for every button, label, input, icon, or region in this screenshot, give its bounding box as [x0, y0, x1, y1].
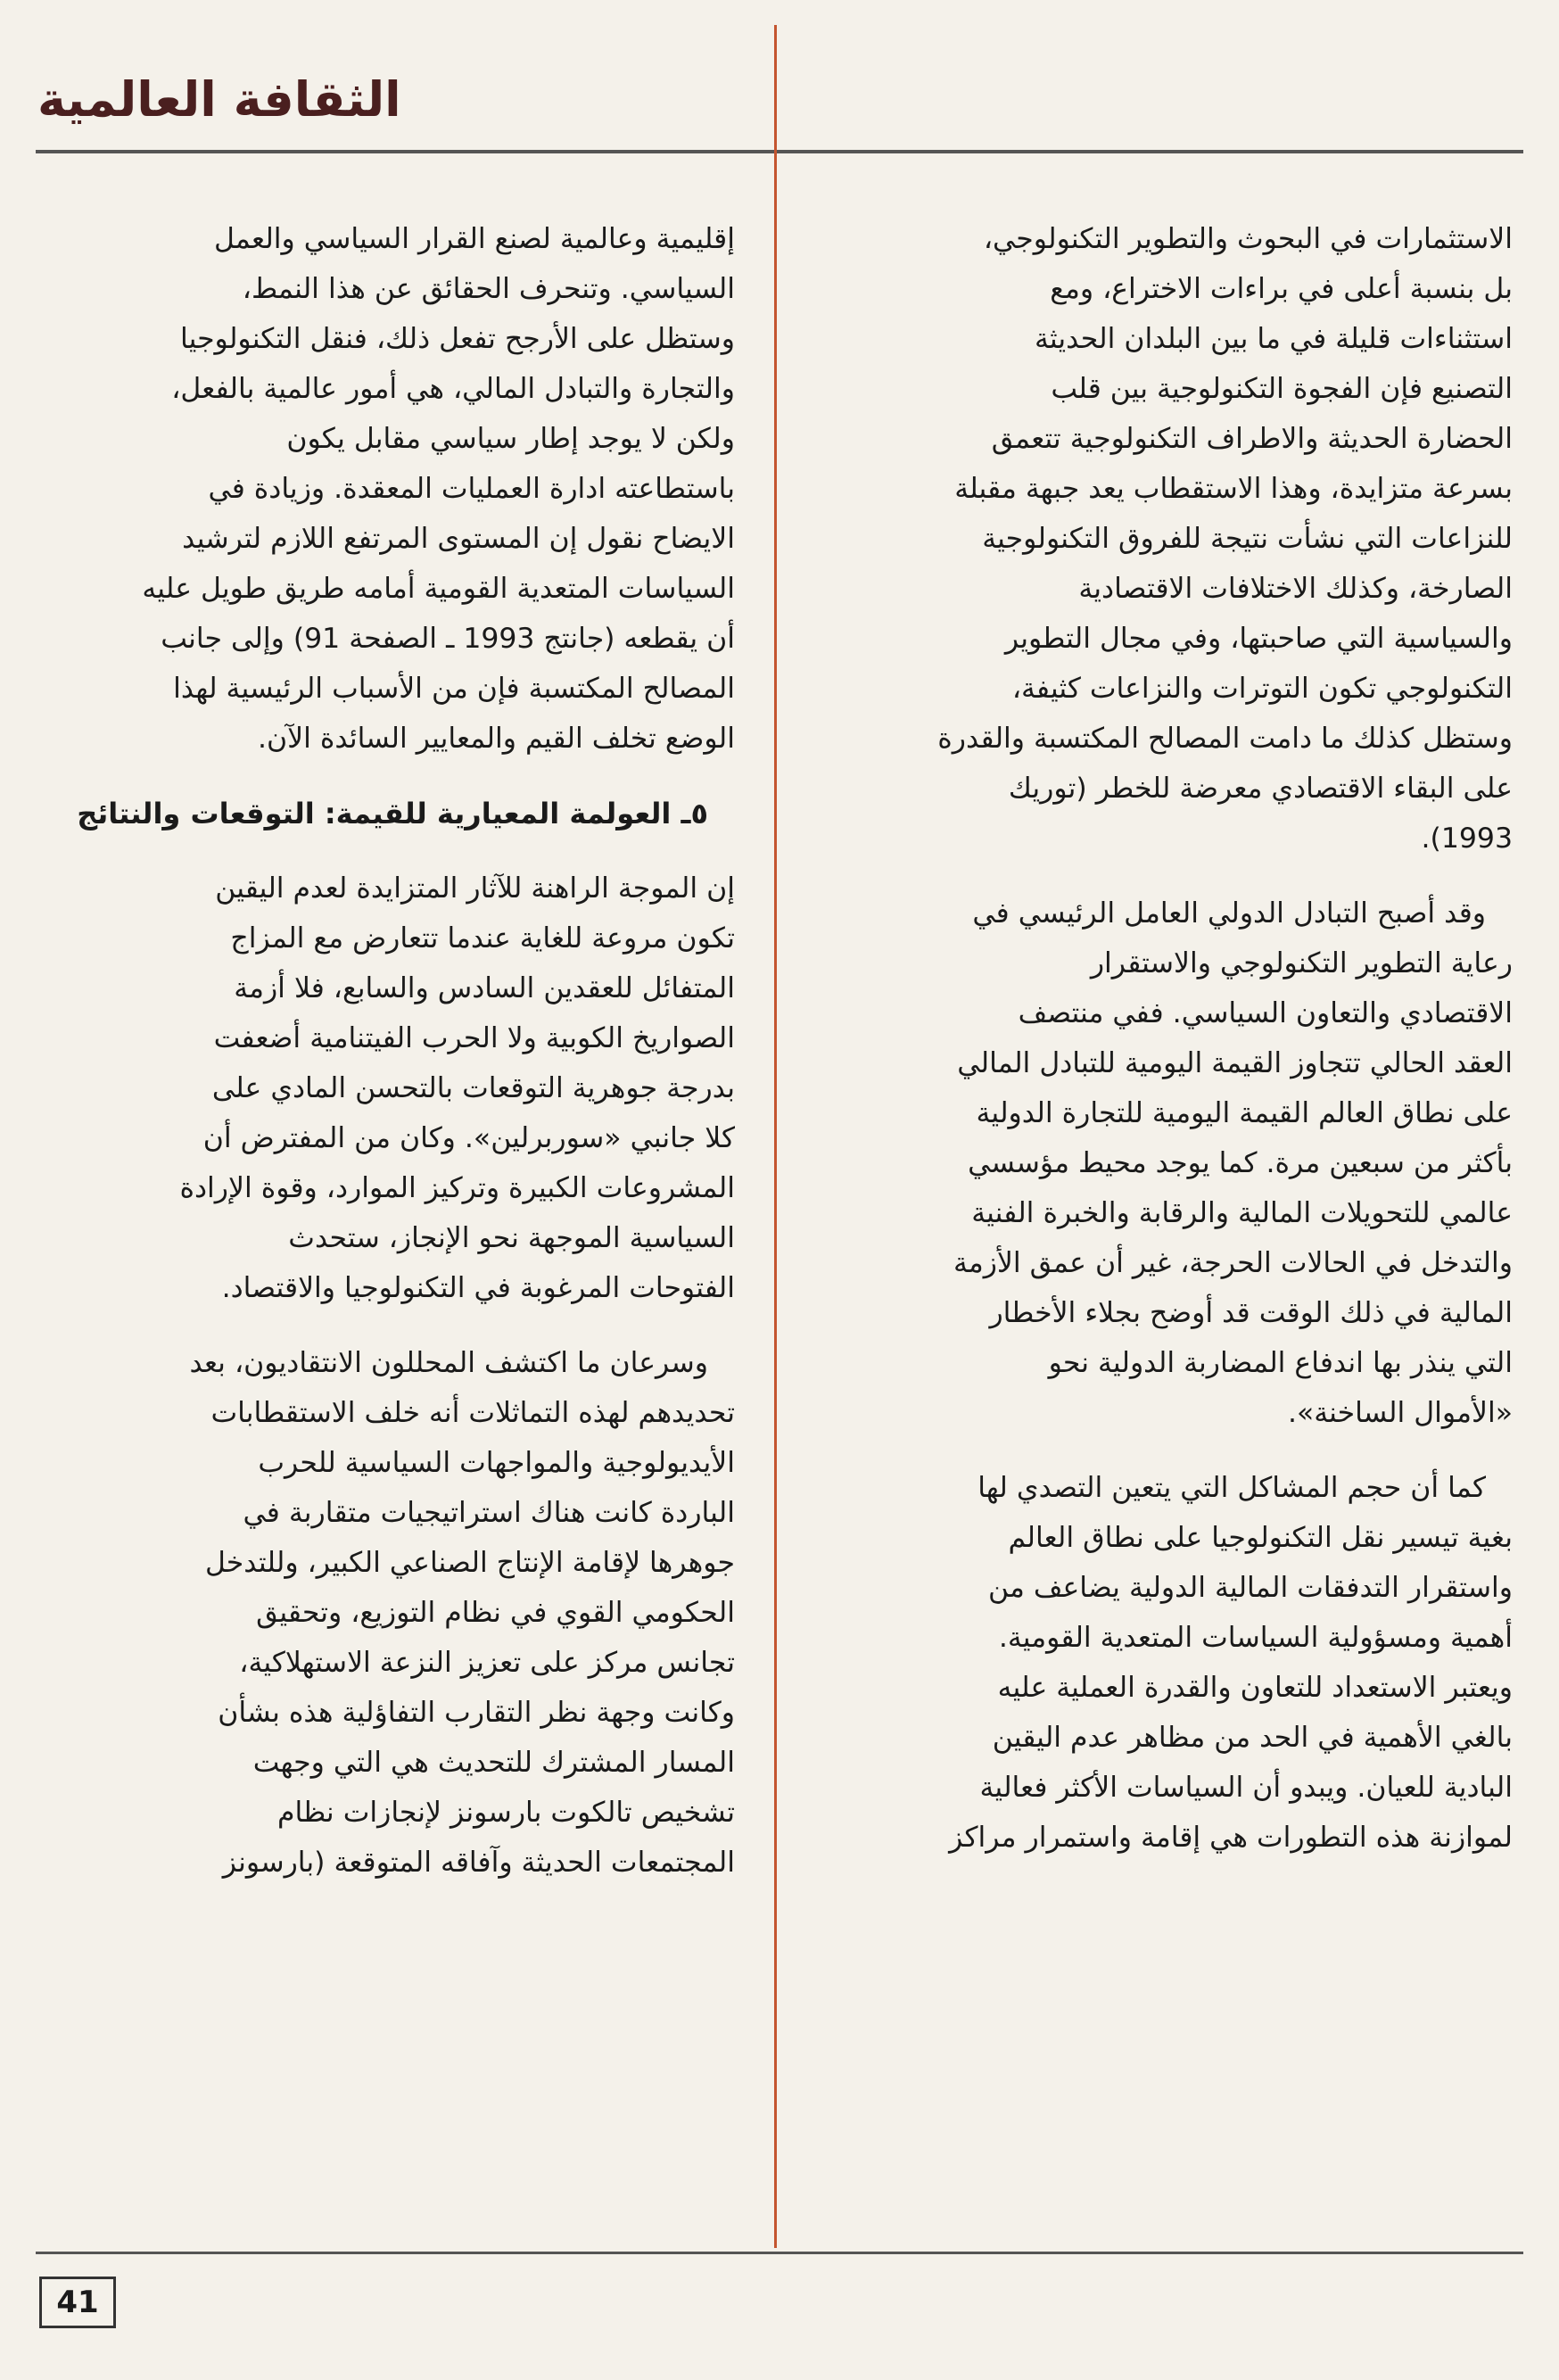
text-line: وقد أصبح التبادل الدولي العامل الرئيسي في	[972, 897, 1486, 930]
text-line: الباردة كانت هناك استراتيجيات متقاربة في	[243, 1497, 735, 1529]
page-number: 41	[39, 2277, 116, 2328]
text-line: الحكومي القوي في نظام التوزيع، وتحقيق	[256, 1597, 735, 1629]
text-line: وكانت وجهة نظر التقارب التفاؤلية هذه بشأن	[218, 1697, 735, 1729]
text-line: المتفائل للعقدين السادس والسابع، فلا أزمة	[234, 972, 735, 1004]
text-line: بغية تيسير نقل التكنولوجيا على نطاق العالم	[1008, 1522, 1513, 1554]
text-line: السياسات المتعدية القومية أمامه طريق طويل عليه	[142, 573, 735, 605]
text-line: المصالح المكتسبة فإن من الأسباب الرئيسية لهذا	[173, 673, 735, 705]
text-line: المسار المشترك للتحديث هي التي وجهت	[252, 1747, 735, 1779]
text-line: باستطاعته ادارة العمليات المعقدة. وزيادة في	[208, 473, 735, 505]
text-line: الوضع تخلف القيم والمعايير السائدة الآن.	[257, 723, 735, 755]
paragraph-gap	[815, 864, 1513, 888]
left-column	[37, 214, 735, 2248]
text-line: الفتوحات المرغوبة في التكنولوجيا والاقتصاد.	[221, 1272, 735, 1304]
text-line: السياسي. وتنحرف الحقائق عن هذا النمط،	[242, 273, 735, 305]
column-divider	[774, 25, 777, 2248]
paragraph-gap	[37, 1313, 735, 1338]
text-line: المشروعات الكبيرة وتركيز الموارد، وقوة الإرادة	[179, 1172, 735, 1204]
text-line: الصارخة، وكذلك الاختلافات الاقتصادية	[1078, 573, 1513, 605]
text-line: التكنولوجي تكون التوترات والنزاعات كثيفة،	[1011, 673, 1513, 705]
right-column	[815, 214, 1513, 2248]
text-line: والسياسية التي صاحبتها، وفي مجال التطوير	[1004, 623, 1513, 655]
text-line: رعاية التطوير التكنولوجي والاستقرار	[1090, 947, 1513, 979]
text-line: بل بنسبة أعلى في براءات الاختراع، ومع	[1050, 273, 1513, 305]
text-line: للنزاعات التي نشأت نتيجة للفروق التكنولوجية	[982, 523, 1513, 555]
text-line: وستظل كذلك ما دامت المصالح المكتسبة والقدرة	[937, 723, 1513, 755]
text-line: بدرجة جوهرية التوقعات بالتحسن المادي على	[211, 1072, 735, 1104]
text-line: الصواريخ الكوبية ولا الحرب الفيتنامية أضعفت	[213, 1022, 735, 1054]
text-line: المالية في ذلك الوقت قد أوضح بجلاء الأخطار	[989, 1297, 1513, 1329]
paragraph-gap	[37, 764, 735, 789]
text-line: التصنيع فإن الفجوة التكنولوجية بين قلب	[1051, 373, 1513, 405]
page-title: الثقافة العالمية	[37, 71, 401, 128]
text-line: واستقرار التدفقات المالية الدولية يضاعف من	[987, 1572, 1513, 1604]
text-line: إن الموجة الراهنة للآثار المتزايدة لعدم اليقين	[215, 872, 735, 905]
text-line: والتدخل في الحالات الحرجة، غير أن عمق الأزمة	[953, 1247, 1513, 1279]
text-line: الاقتصادي والتعاون السياسي. ففي منتصف	[1018, 997, 1513, 1029]
paragraph-gap	[815, 1438, 1513, 1463]
text-line: بأكثر من سبعين مرة. كما يوجد محيط مؤسسي	[968, 1147, 1513, 1179]
text-line: أن يقطعه (جانتج 1993 ـ الصفحة 91) وإلى جانب	[161, 623, 735, 655]
text-line: وسرعان ما اكتشف المحللون الانتقاديون، بعد	[189, 1347, 708, 1379]
text-line: لموازنة هذه التطورات هي إقامة واستمرار مراكز	[949, 1822, 1513, 1854]
header-rule	[36, 150, 1523, 153]
text-line: والتجارة والتبادل المالي، هي أمور عالمية بالفعل،	[171, 373, 735, 405]
text-line: عالمي للتحويلات المالية والرقابة والخبرة الفنية	[971, 1197, 1513, 1229]
text-line: على نطاق العالم القيمة اليومية للتجارة الدولية	[976, 1097, 1513, 1129]
text-line: وستظل على الأرجح تفعل ذلك، فنقل التكنولوجيا	[179, 323, 735, 355]
text-line: الأيديولوجية والمواجهات السياسية للحرب	[258, 1447, 735, 1479]
text-line: التي ينذر بها اندفاع المضاربة الدولية نحو	[1048, 1347, 1513, 1379]
text-line: البادية للعيان. ويبدو أن السياسات الأكثر فعالية	[979, 1772, 1513, 1804]
text-line: الايضاح نقول إن المستوى المرتفع اللازم لترشيد	[182, 523, 735, 555]
text-line: كما أن حجم المشاكل التي يتعين التصدي لها	[977, 1472, 1486, 1504]
footer-rule	[36, 2252, 1523, 2254]
paragraph-gap	[37, 839, 735, 864]
text-line: الاستثمارات في البحوث والتطوير التكنولوجي،	[983, 223, 1513, 255]
text-line: بالغي الأهمية في الحد من مظاهر عدم اليقين	[992, 1722, 1513, 1754]
text-line: 1993).	[1421, 822, 1513, 855]
text-line: ولكن لا يوجد إطار سياسي مقابل يكون	[286, 423, 735, 455]
text-line: استثناءات قليلة في ما بين البلدان الحديثة	[1035, 323, 1513, 355]
text-line: السياسية الموجهة نحو الإنجاز، ستحدث	[288, 1222, 735, 1254]
text-line: جوهرها لإقامة الإنتاج الصناعي الكبير، وللتدخل	[204, 1547, 735, 1579]
section-heading: ٥ـ العولمة المعيارية للقيمة: التوقعات والنتائج	[77, 797, 708, 831]
text-line: ويعتبر الاستعداد للتعاون والقدرة العملية عليه	[997, 1672, 1513, 1704]
text-line: إقليمية وعالمية لصنع القرار السياسي والعمل	[213, 223, 735, 255]
text-line: على البقاء الاقتصادي معرضة للخطر (توريك	[1008, 773, 1513, 805]
text-line: العقد الحالي تتجاوز القيمة اليومية للتبادل المالي	[957, 1047, 1513, 1079]
text-line: بسرعة متزايدة، وهذا الاستقطاب يعد جبهة مقبلة	[954, 473, 1513, 505]
text-line: تجانس مركز على تعزيز النزعة الاستهلاكية،	[239, 1647, 735, 1679]
text-line: الحضارة الحديثة والاطراف التكنولوجية تتعمق	[991, 423, 1513, 455]
text-line: المجتمعات الحديثة وآفاقه المتوقعة (بارسونز	[222, 1847, 735, 1879]
text-line: كلا جانبي «سوربرلين». وكان من المفترض أن	[202, 1122, 735, 1154]
text-line: تكون مروعة للغاية عندما تتعارض مع المزاج	[230, 922, 735, 954]
article-body	[36, 214, 1523, 2248]
text-line: أهمية ومسؤولية السياسات المتعدية القومية.	[998, 1622, 1513, 1654]
text-line: تحديدهم لهذه التماثلات أنه خلف الاستقطابات	[210, 1397, 735, 1429]
text-line: تشخيص تالكوت بارسونز لإنجازات نظام	[276, 1797, 735, 1829]
text-line: «الأموال الساخنة».	[1288, 1397, 1513, 1429]
